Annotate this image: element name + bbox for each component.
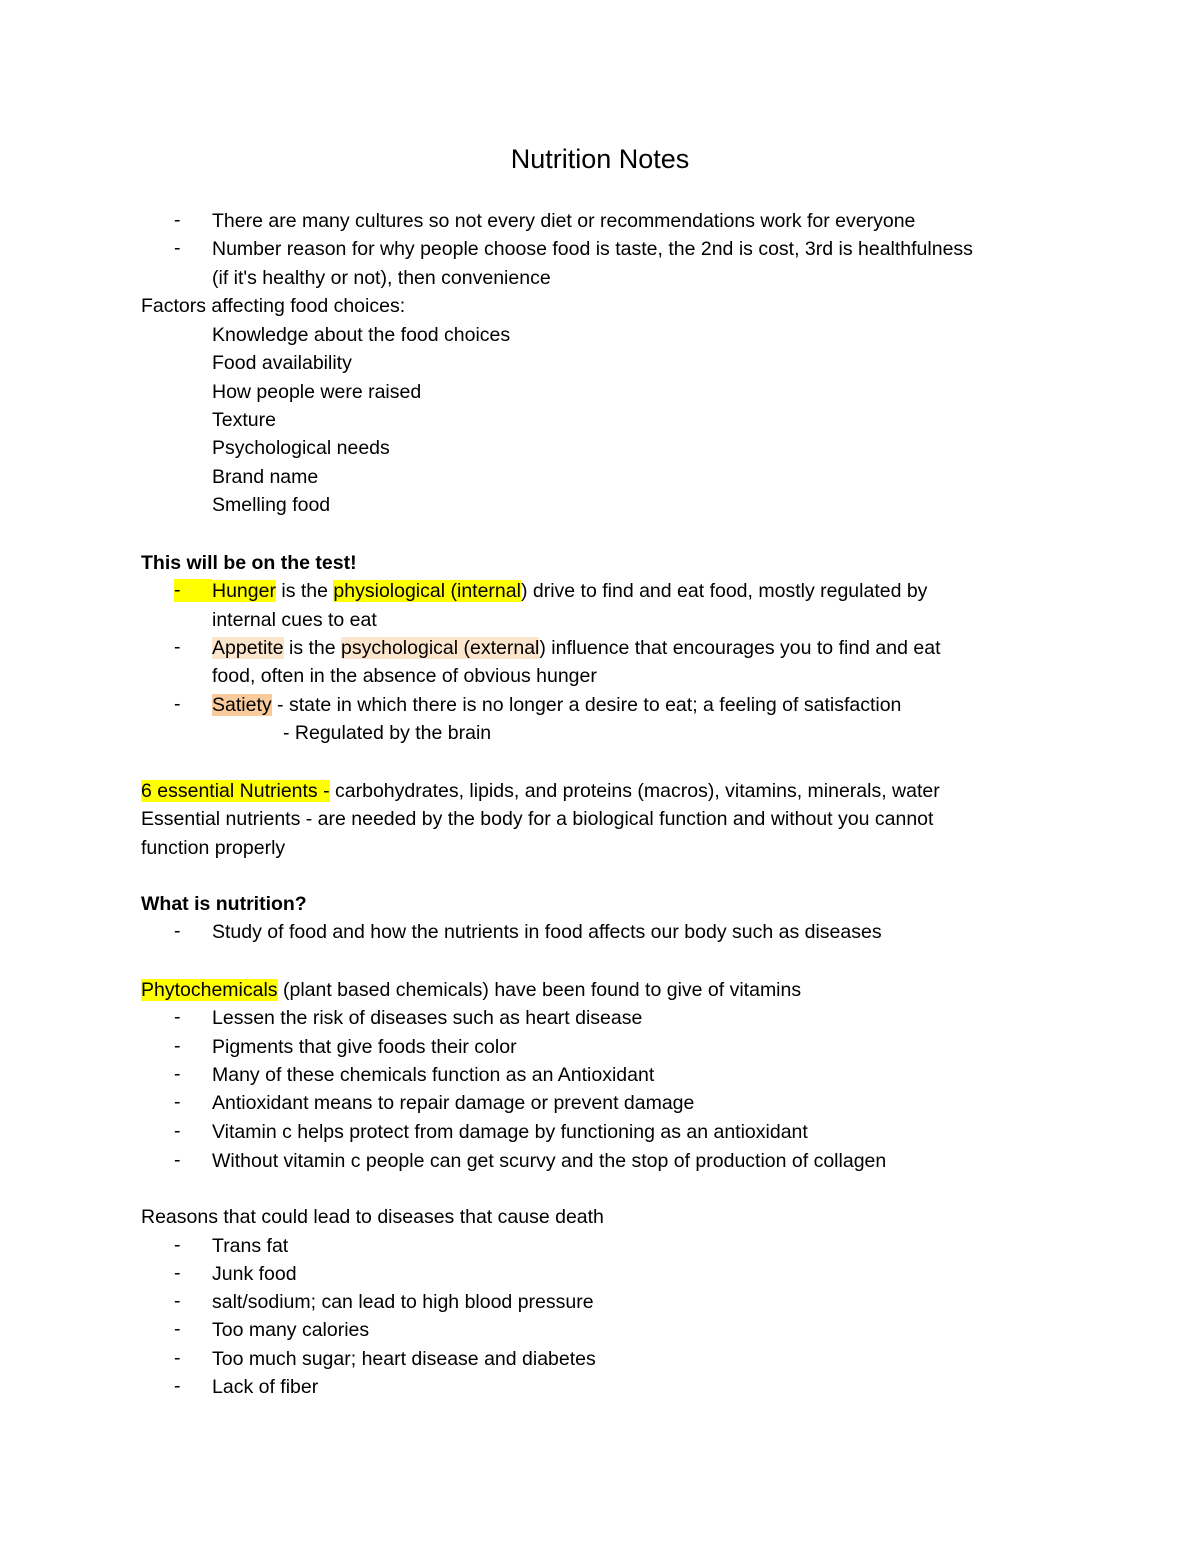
- factor-item: How people were raised: [212, 381, 422, 403]
- phyto-item: Lessen the risk of diseases such as heart disease: [212, 1007, 643, 1029]
- intro-bullet-2: Number reason for why people choose food is taste, the 2nd is cost, 3rd is healthfulness: [212, 238, 973, 260]
- reasons-heading: Reasons that could lead to diseases that cause death: [141, 1206, 604, 1228]
- factor-item: Psychological needs: [212, 437, 390, 459]
- nutrients-definition-cont: function properly: [141, 837, 286, 859]
- appetite-definition-cont: food, often in the absence of obvious hunger: [212, 665, 597, 687]
- hunger-definition-cont: internal cues to eat: [212, 609, 377, 631]
- bullet-dash: -: [174, 1290, 181, 1312]
- phyto-line: Phytochemicals (plant based chemicals) have been found to give of vitamins: [141, 979, 802, 1001]
- appetite-term: Appetite: [212, 637, 284, 659]
- factor-item: Brand name: [212, 466, 319, 488]
- intro-bullet-1: There are many cultures so not every diet or recommendations work for everyone: [212, 210, 916, 232]
- appetite-highlight: psychological (external: [341, 637, 540, 659]
- satiety-definition: Satiety - state in which there is no longer a desire to eat; a feeling of satisfaction: [212, 694, 902, 716]
- factor-item: Smelling food: [212, 494, 331, 516]
- bullet-dash: -: [174, 1120, 181, 1142]
- hunger-term: Hunger: [212, 580, 276, 602]
- bullet-dash: -: [174, 1347, 181, 1369]
- bullet-dash: -: [174, 1006, 181, 1028]
- factor-item: Texture: [212, 409, 276, 431]
- hunger-definition: Hunger is the physiological (internal) drive to find and eat food, mostly regulated by: [212, 580, 928, 602]
- factors-heading: Factors affecting food choices:: [141, 295, 406, 317]
- satiety-term: Satiety: [212, 694, 272, 716]
- intro-bullet-2-cont: (if it's healthy or not), then convenience: [212, 267, 551, 289]
- appetite-definition: Appetite is the psychological (external) influence that encourages you to find and eat: [212, 637, 941, 659]
- reason-item: salt/sodium; can lead to high blood pressure: [212, 1291, 594, 1313]
- factor-item: Food availability: [212, 352, 352, 374]
- satiety-sub-bullet: - Regulated by the brain: [283, 722, 492, 744]
- bullet-dash: -: [174, 209, 181, 231]
- factor-item: Knowledge about the food choices: [212, 324, 511, 346]
- phyto-item: Without vitamin c people can get scurvy and the stop of production of collagen: [212, 1150, 887, 1172]
- bullet-dash: -: [174, 1318, 181, 1340]
- bullet-dash: -: [174, 636, 181, 658]
- phyto-highlight: Phytochemicals: [141, 979, 278, 1001]
- test-heading: This will be on the test!: [141, 552, 357, 574]
- page-title: Nutrition Notes: [510, 144, 690, 174]
- phyto-item: Antioxidant means to repair damage or prevent damage: [212, 1092, 695, 1114]
- bullet-dash: -: [174, 1262, 181, 1284]
- phyto-item: Vitamin c helps protect from damage by functioning as an antioxidant: [212, 1121, 808, 1143]
- reason-item: Too many calories: [212, 1319, 370, 1341]
- bullet-dash: -: [174, 1149, 181, 1171]
- nutrients-highlight: 6 essential Nutrients -: [141, 780, 330, 802]
- phyto-item: Many of these chemicals function as an Antioxidant: [212, 1064, 655, 1086]
- nutrients-definition: Essential nutrients - are needed by the body for a biological function and without you cannot: [141, 808, 934, 830]
- bullet-dash: -: [174, 693, 181, 715]
- bullet-dash: -: [174, 1035, 181, 1057]
- hunger-highlight: physiological (internal: [333, 580, 521, 602]
- nutrients-line: 6 essential Nutrients - carbohydrates, lipids, and proteins (macros), vitamins, minerals, water: [141, 780, 940, 802]
- nutrition-heading: What is nutrition?: [141, 893, 307, 915]
- bullet-dash: -: [174, 1063, 181, 1085]
- bullet-dash: -: [174, 1375, 181, 1397]
- bullet-dash: -: [174, 920, 181, 942]
- nutrition-item: Study of food and how the nutrients in food affects our body such as diseases: [212, 921, 882, 943]
- bullet-dash: -: [174, 237, 181, 259]
- phyto-item: Pigments that give foods their color: [212, 1036, 517, 1058]
- bullet-dash: -: [174, 579, 212, 602]
- reason-item: Too much sugar; heart disease and diabetes: [212, 1348, 596, 1370]
- bullet-dash: -: [174, 1091, 181, 1113]
- bullet-dash: -: [174, 1234, 181, 1256]
- reason-item: Lack of fiber: [212, 1376, 319, 1398]
- reason-item: Trans fat: [212, 1235, 289, 1257]
- reason-item: Junk food: [212, 1263, 297, 1285]
